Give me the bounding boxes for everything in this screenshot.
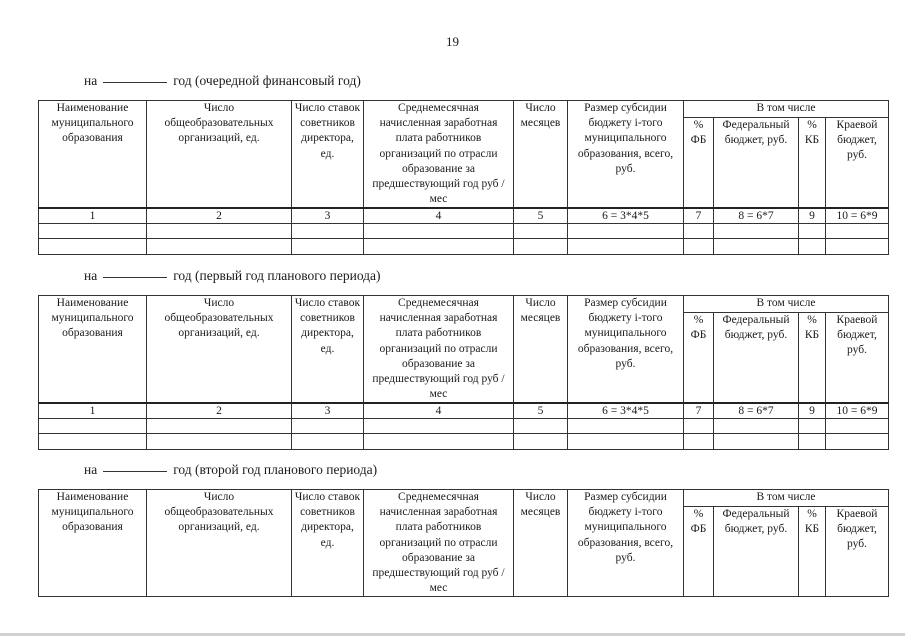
heading-prefix: на	[84, 268, 98, 283]
col-header-group: В том числе	[684, 490, 889, 507]
page-number: 19	[446, 34, 459, 49]
col-number: 8 = 6*7	[714, 403, 799, 419]
col-number: 2	[147, 208, 292, 224]
col-number: 5	[514, 208, 568, 224]
col-header-regional: Краевой бюджет, руб.	[826, 506, 889, 597]
col-number: 10 = 6*9	[826, 403, 889, 419]
col-header-name: Наименование муниципального образования	[39, 296, 147, 404]
col-header-pct-kb: % КБ	[799, 312, 826, 403]
col-number: 4	[364, 208, 514, 224]
heading-prefix: на	[84, 73, 98, 88]
year-blank-line	[103, 471, 167, 472]
col-number: 10 = 6*9	[826, 208, 889, 224]
col-header-pct-fb: % ФБ	[684, 312, 714, 403]
col-number: 2	[147, 403, 292, 419]
subsidy-table-second-plan-year	[38, 489, 889, 597]
section-heading-first-plan-year	[84, 268, 381, 284]
heading-suffix: год (второй год планового периода)	[173, 462, 378, 477]
col-header-subsidy: Размер субсидии бюджету i-того муниципального образования, всего, руб.	[568, 490, 684, 597]
year-blank-line	[103, 82, 167, 83]
heading-prefix: на	[84, 462, 98, 477]
col-number: 9	[799, 208, 826, 224]
col-number: 1	[39, 208, 147, 224]
col-header-orgs: Число общеобразовательных организаций, ед.	[147, 296, 292, 404]
col-header-pct-kb: % КБ	[799, 117, 826, 208]
subsidy-table-first-plan-year	[38, 295, 889, 450]
col-number: 6 = 3*4*5	[568, 403, 684, 419]
col-number: 3	[292, 403, 364, 419]
col-number: 9	[799, 403, 826, 419]
col-number: 4	[364, 403, 514, 419]
col-header-subsidy: Размер субсидии бюджету i-того муниципального образования, всего, руб.	[568, 101, 684, 209]
subsidy-table-current-year	[38, 100, 889, 255]
col-header-federal: Федеральный бюджет, руб.	[714, 312, 799, 403]
section-heading-current-year	[84, 73, 361, 89]
col-header-pct-fb: % ФБ	[684, 117, 714, 208]
col-header-months: Число месяцев	[514, 101, 568, 209]
col-number: 7	[684, 208, 714, 224]
col-header-name: Наименование муниципального образования	[39, 101, 147, 209]
section-heading-second-plan-year	[84, 462, 377, 478]
col-header-months: Число месяцев	[514, 296, 568, 404]
heading-suffix: год (первый год планового периода)	[173, 268, 381, 283]
col-number: 3	[292, 208, 364, 224]
column-number-row	[39, 403, 889, 419]
year-blank-line	[103, 277, 167, 278]
col-number: 8 = 6*7	[714, 208, 799, 224]
col-header-subsidy: Размер субсидии бюджету i-того муниципального образования, всего, руб.	[568, 296, 684, 404]
scan-edge-line	[0, 633, 905, 636]
col-header-salary: Среднемесячная начисленная заработная плата работников организаций по отрасли образование за предшествующий год руб / мес	[364, 101, 514, 209]
col-header-pct-fb: % ФБ	[684, 506, 714, 597]
empty-row	[39, 419, 889, 434]
col-header-rates: Число ставок советников директора, ед.	[292, 101, 364, 209]
col-header-federal: Федеральный бюджет, руб.	[714, 506, 799, 597]
col-header-regional: Краевой бюджет, руб.	[826, 117, 889, 208]
heading-suffix: год (очередной финансовый год)	[173, 73, 361, 88]
empty-row	[39, 434, 889, 450]
col-header-rates: Число ставок советников директора, ед.	[292, 490, 364, 597]
col-header-rates: Число ставок советников директора, ед.	[292, 296, 364, 404]
col-header-salary: Среднемесячная начисленная заработная плата работников организаций по отрасли образование за предшествующий год руб / мес	[364, 490, 514, 597]
col-header-orgs: Число общеобразовательных организаций, ед.	[147, 490, 292, 597]
col-header-regional: Краевой бюджет, руб.	[826, 312, 889, 403]
col-header-federal: Федеральный бюджет, руб.	[714, 117, 799, 208]
col-header-months: Число месяцев	[514, 490, 568, 597]
col-header-name: Наименование муниципального образования	[39, 490, 147, 597]
empty-row	[39, 239, 889, 255]
col-header-orgs: Число общеобразовательных организаций, ед.	[147, 101, 292, 209]
col-header-pct-kb: % КБ	[799, 506, 826, 597]
col-number: 1	[39, 403, 147, 419]
col-number: 5	[514, 403, 568, 419]
col-header-group: В том числе	[684, 296, 889, 313]
col-number: 7	[684, 403, 714, 419]
empty-row	[39, 224, 889, 239]
col-header-salary: Среднемесячная начисленная заработная плата работников организаций по отрасли образование за предшествующий год руб / мес	[364, 296, 514, 404]
col-header-group: В том числе	[684, 101, 889, 118]
column-number-row	[39, 208, 889, 224]
col-number: 6 = 3*4*5	[568, 208, 684, 224]
